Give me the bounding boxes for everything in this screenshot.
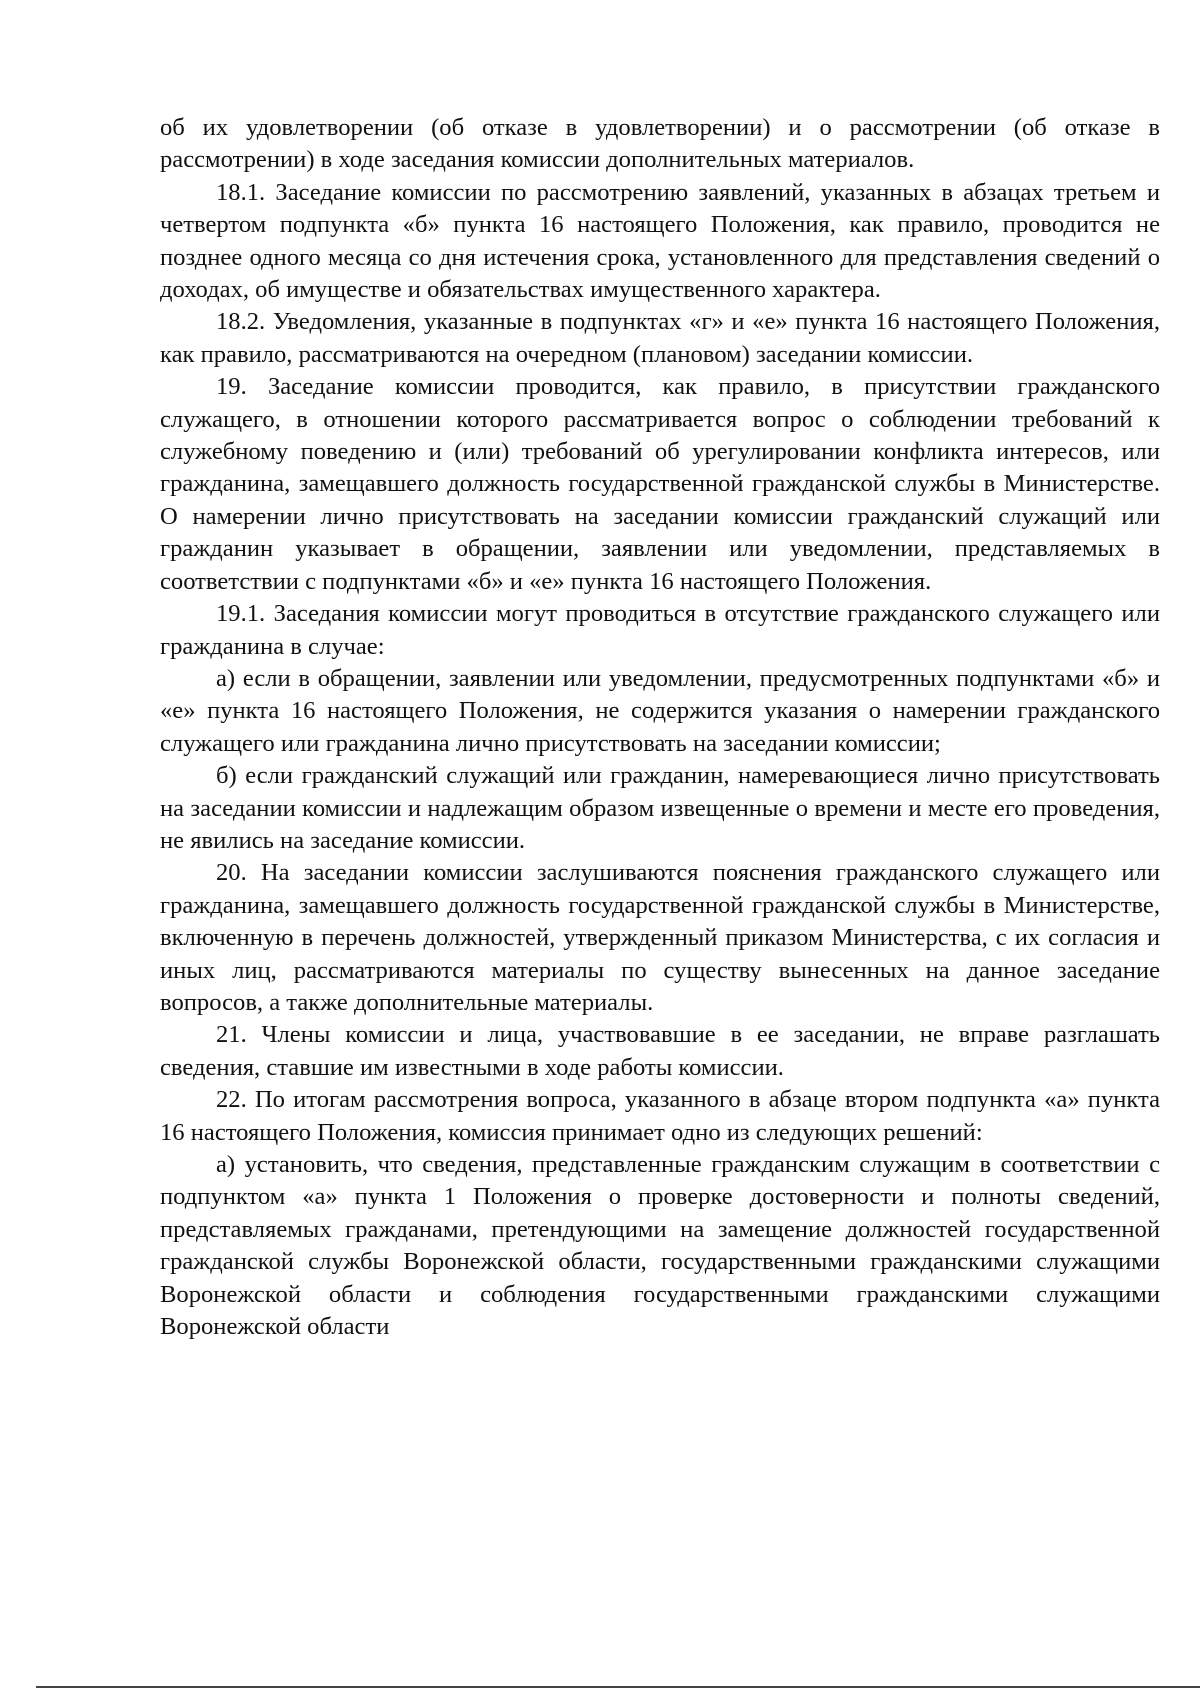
paragraph-19: 19. Заседание комиссии проводится, как правило, в присутствии гражданского служащего, в отношении которого рассматривается вопрос о соблюдении требований к служебному поведению и (или) требований об урегулировании конфликта интересов, или гражданина, замещавшего должность государственной гражданской службы в Министерстве. О намерении лично присутствовать на заседании комиссии гражданский служащий или гражданин указывает в обращении, заявлении или уведомлении, представляемых в соответствии с подпунктами «б» и «е» пункта 16 настоящего Положения. — [160, 373, 1160, 595]
paragraph-18-1: 18.1. Заседание комиссии по рассмотрению заявлений, указанных в абзацах третьем и четвертом подпункта «б» пункта 16 настоящего Положения, как правило, проводится не позднее одного месяца со дня истечения срока, установленного для представления сведений о доходах, об имуществе и обязательствах имущественного характера. — [160, 178, 1160, 304]
paragraph-22: 22. По итогам рассмотрения вопроса, указанного в абзаце втором подпункта «а» пункта 16 настоящего Положения, комиссия принимает одно из следующих решений: — [160, 1086, 1160, 1146]
document-text — [160, 112, 1160, 1343]
paragraph-22-a: а) установить, что сведения, представленные гражданским служащим в соответствии с подпунктом «а» пункта 1 Положения о проверке достоверности и полноты сведений, представляемых гражданами, претендующими на замещение должностей государственной гражданской службы Воронежской области, государственными гражданскими служащими Воронежской области и соблюдения государственными гражданскими служащими Воронежской области — [160, 1151, 1160, 1341]
paragraph-20: 20. На заседании комиссии заслушиваются пояснения гражданского служащего или гражданина, замещавшего должность государственной гражданской службы в Министерстве, включенную в перечень должностей, утвержденный приказом Министерства, с их согласия и иных лиц, рассматриваются материалы по существу вынесенных на данное заседание вопросов, а также дополнительные материалы. — [160, 859, 1160, 1016]
paragraph-21: 21. Члены комиссии и лица, участвовавшие в ее заседании, не вправе разглашать сведения, ставшие им известными в ходе работы комиссии. — [160, 1021, 1160, 1081]
paragraph-continuation: об их удовлетворении (об отказе в удовлетворении) и о рассмотрении (об отказе в рассмотрении) в ходе заседания комиссии дополнительных материалов. — [160, 114, 1160, 174]
page-bottom-edge — [36, 1686, 1200, 1688]
paragraph-19-1: 19.1. Заседания комиссии могут проводиться в отсутствие гражданского служащего или гражданина в случае: — [160, 600, 1160, 660]
paragraph-19-1-a: а) если в обращении, заявлении или уведомлении, предусмотренных подпунктами «б» и «е» пункта 16 настоящего Положения, не содержится указания о намерении гражданского служащего или гражданина лично присутствовать на заседании комиссии; — [160, 664, 1160, 757]
paragraph-19-1-b: б) если гражданский служащий или гражданин, намеревающиеся лично присутствовать на заседании комиссии и надлежащим образом извещенные о времени и месте его проведения, не явились на заседание комиссии. — [160, 762, 1160, 854]
paragraph-18-2: 18.2. Уведомления, указанные в подпунктах «г» и «е» пункта 16 настоящего Положения, как правило, рассматриваются на очередном (плановом) заседании комиссии. — [160, 308, 1160, 368]
